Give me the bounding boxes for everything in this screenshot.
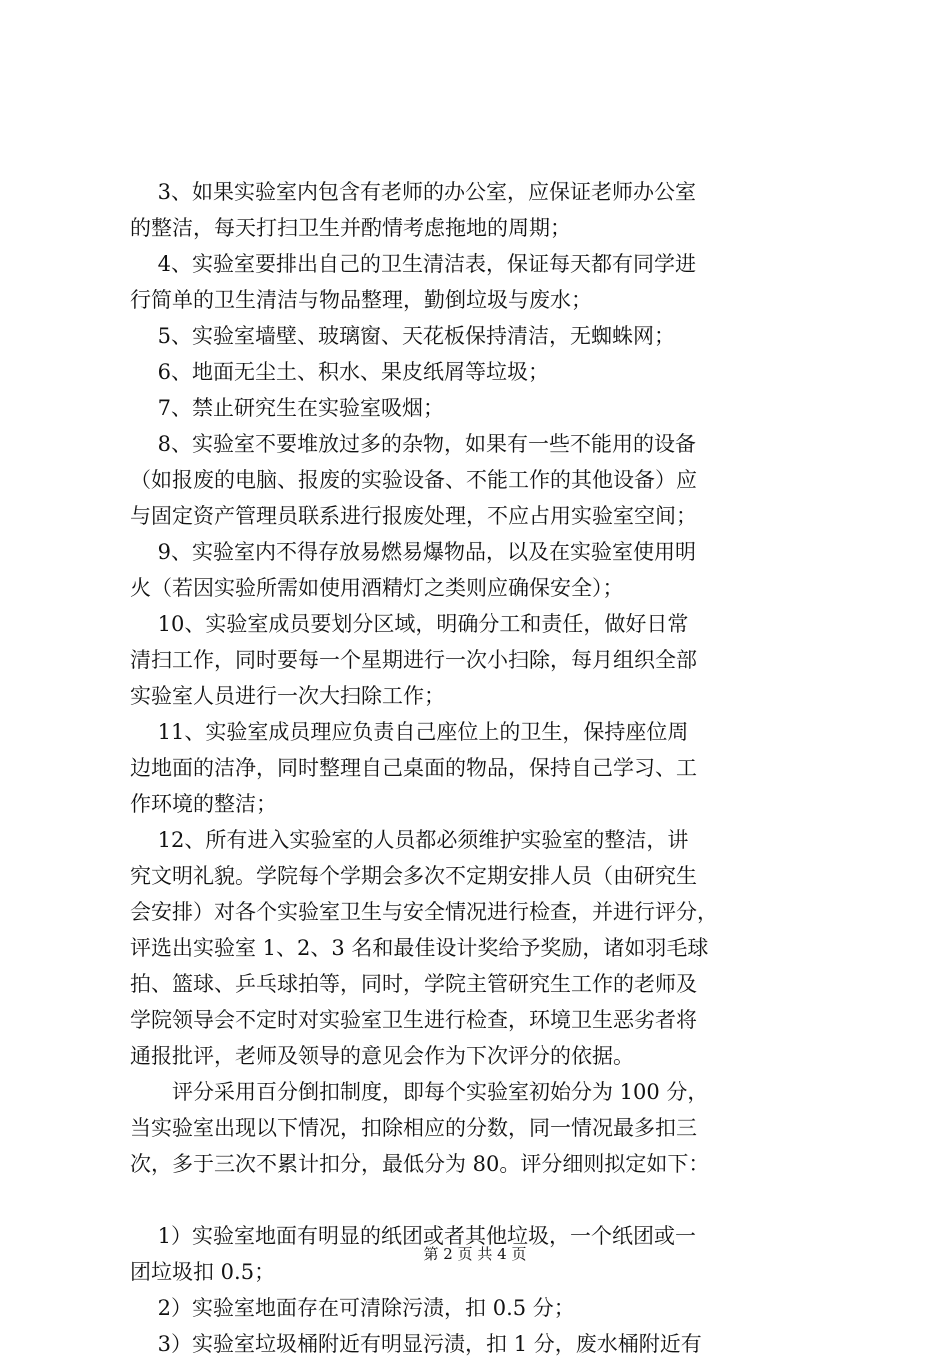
text-line: 8、实验室不要堆放过多的杂物，如果有一些不能用的设备 — [130, 432, 697, 456]
text-line: 评选出实验室 1、2、3 名和最佳设计奖给予奖励，诸如羽毛球 — [130, 936, 709, 960]
text-line: 3）实验室垃圾桶附近有明显污渍，扣 1 分，废水桶附近有 — [130, 1332, 702, 1356]
text-line: 3、如果实验室内包含有老师的办公室，应保证老师办公室 — [130, 180, 697, 204]
text-line: 4、实验室要排出自己的卫生清洁表，保证每天都有同学进 — [130, 252, 697, 276]
text-line: 通报批评，老师及领导的意见会作为下次评分的依据。 — [130, 1044, 634, 1068]
text-line: 9、实验室内不得存放易燃易爆物品，以及在实验室使用明 — [130, 540, 697, 564]
text-line: 会安排）对各个实验室卫生与安全情况进行检查，并进行评分， — [130, 900, 718, 924]
text-line: 次，多于三次不累计扣分，最低分为 80。评分细则拟定如下： — [130, 1152, 710, 1176]
text-line: 10、实验室成员要划分区域，明确分工和责任，做好日常 — [130, 612, 689, 636]
text-line: 12、所有进入实验室的人员都必须维护实验室的整洁，讲 — [130, 828, 689, 852]
text-line: 行简单的卫生清洁与物品整理，勤倒垃圾与废水； — [130, 288, 592, 312]
text-line: 2）实验室地面存在可清除污渍，扣 0.5 分； — [130, 1296, 575, 1320]
text-line: 拍、篮球、乒乓球拍等，同时，学院主管研究生工作的老师及 — [130, 972, 697, 996]
blank-line — [130, 1182, 830, 1218]
text-line: 火（若因实验所需如使用酒精灯之类则应确保安全）； — [130, 576, 624, 600]
text-line: 清扫工作，同时要每一个星期进行一次小扫除，每月组织全部 — [130, 648, 697, 672]
text-line: 作环境的整洁； — [130, 792, 277, 816]
text-line: 6、地面无尘土、积水、果皮纸屑等垃圾； — [130, 360, 550, 384]
text-line: 与固定资产管理员联系进行报废处理，不应占用实验室空间； — [130, 504, 697, 528]
text-line: （如报废的电脑、报废的实验设备、不能工作的其他设备）应 — [130, 468, 697, 492]
text-line: 1）实验室地面有明显的纸团或者其他垃圾，一个纸团或一 — [130, 1224, 697, 1248]
text-line: 当实验室出现以下情况，扣除相应的分数，同一情况最多扣三 — [130, 1116, 697, 1140]
text-line: 的整洁，每天打扫卫生并酌情考虑拖地的周期； — [130, 216, 571, 240]
text-line: 5、实验室墙壁、玻璃窗、天花板保持清洁，无蜘蛛网； — [130, 324, 676, 348]
text-line: 评分采用百分倒扣制度，即每个实验室初始分为 100 分， — [130, 1080, 709, 1104]
text-line: 11、实验室成员理应负责自己座位上的卫生，保持座位周 — [130, 720, 689, 744]
text-line: 学院领导会不定时对实验室卫生进行检查，环境卫生恶劣者将 — [130, 1008, 697, 1032]
page-footer: 第 2 页 共 4 页 — [423, 1245, 527, 1263]
text-line: 边地面的洁净，同时整理自己桌面的物品，保持自己学习、工 — [130, 756, 697, 780]
text-line: 7、禁止研究生在实验室吸烟； — [130, 396, 445, 420]
text-line: 究文明礼貌。学院每个学期会多次不定期安排人员（由研究生 — [130, 864, 697, 888]
text-line: 实验室人员进行一次大扫除工作； — [130, 684, 445, 708]
document-body — [130, 174, 830, 1362]
text-line: 团垃圾扣 0.5； — [130, 1260, 276, 1284]
